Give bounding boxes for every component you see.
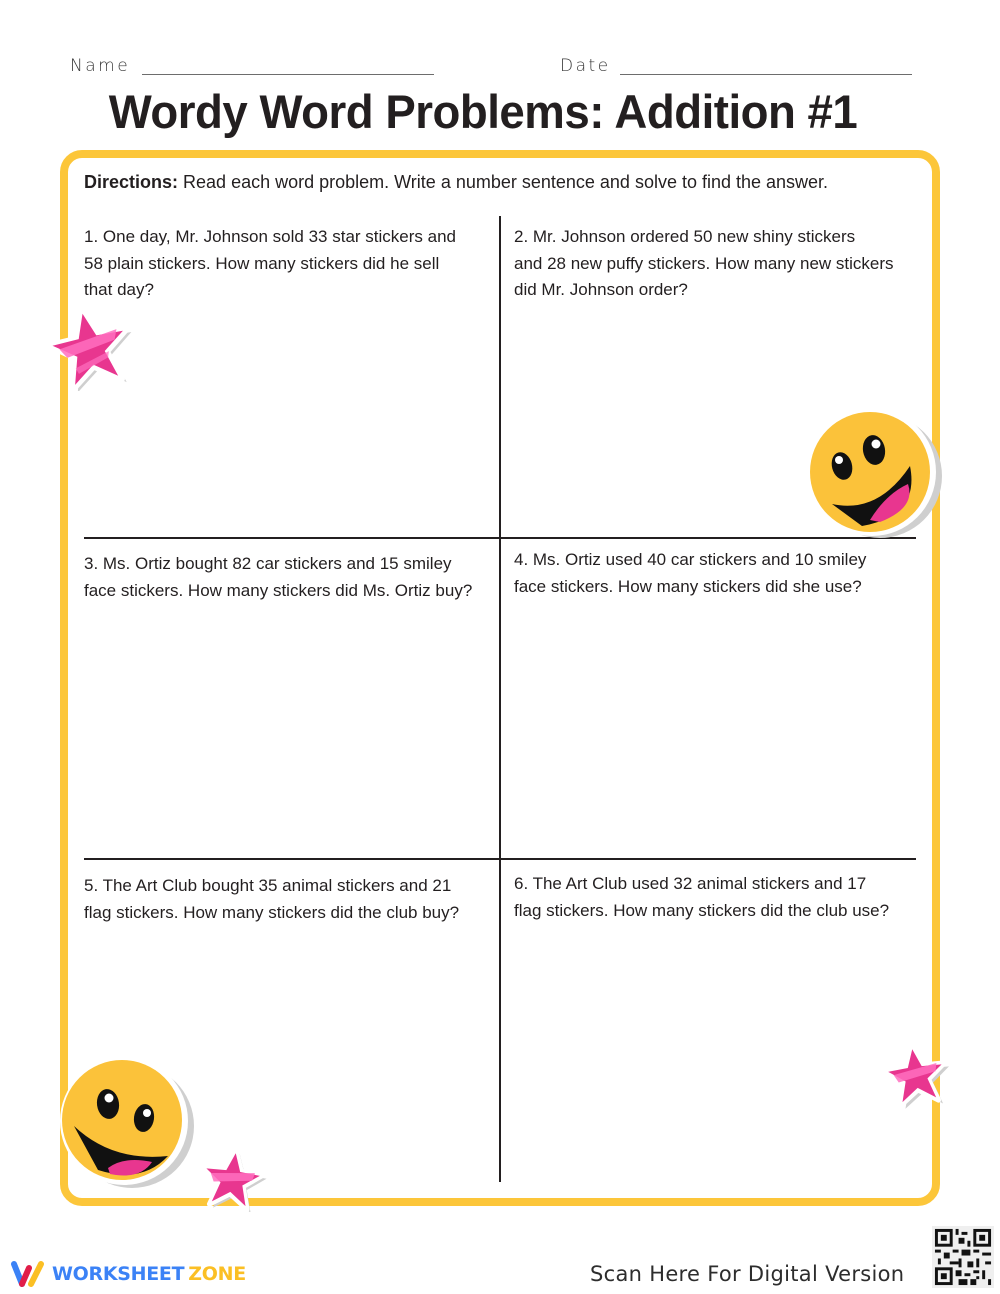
problem-5 — [84, 873, 499, 926]
directions-label: Directions: — [84, 172, 179, 192]
date-line — [620, 74, 912, 75]
name-label: Name — [70, 56, 131, 76]
scan-here-text: Scan Here For Digital Version — [590, 1262, 905, 1286]
name-date-row — [70, 56, 912, 80]
problem-line: 1. One day, Mr. Johnson sold 33 star stickers and — [84, 227, 456, 246]
directions-text: Read each word problem. Write a number sentence and solve to find the answer. — [178, 172, 829, 192]
problem-4 — [514, 547, 919, 600]
star-sticker-icon — [44, 305, 132, 391]
directions — [84, 172, 828, 193]
grid-vertical-divider — [499, 216, 501, 1182]
smiley-sticker-icon — [800, 408, 950, 540]
problem-3 — [84, 551, 499, 604]
problem-line: flag stickers. How many stickers did the club use? — [514, 900, 890, 920]
smiley-sticker-icon — [52, 1058, 202, 1188]
name-line — [142, 74, 434, 75]
problem-line: face stickers. How many stickers did Ms. Ortiz buy? — [84, 580, 473, 600]
problem-1 — [84, 224, 489, 304]
problem-line: did Mr. Johnson order? — [514, 280, 688, 299]
worksheet-title: Wordy Word Problems: Addition #1 — [108, 85, 858, 138]
problem-2 — [514, 224, 934, 304]
brand-name — [52, 1263, 246, 1285]
problem-line: and 28 new puffy stickers. How many new stickers — [514, 253, 894, 273]
problem-line: face stickers. How many stickers did she use? — [514, 576, 862, 596]
problem-line: that day? — [84, 280, 154, 299]
worksheetzone-logo[interactable] — [10, 1258, 246, 1290]
problem-line: flag stickers. How many stickers did the club buy? — [84, 902, 460, 922]
problem-line: 58 plain stickers. How many stickers did he sell — [84, 253, 440, 273]
problem-line: 4. Ms. Ortiz used 40 car stickers and 10 smiley — [514, 550, 867, 569]
grid-horizontal-divider-1 — [84, 537, 916, 539]
problem-line: 2. Mr. Johnson ordered 50 new shiny stickers — [514, 227, 856, 246]
problem-line: 3. Ms. Ortiz bought 82 car stickers and 15 smiley — [84, 554, 452, 573]
brand-name-part2: ZONE — [188, 1263, 246, 1285]
problem-line: 6. The Art Club used 32 animal stickers and 17 — [514, 874, 867, 893]
star-sticker-icon — [880, 1040, 956, 1114]
grid-horizontal-divider-2 — [84, 858, 916, 860]
date-label: Date — [560, 56, 611, 76]
brand-name-part1: WORKSHEET — [52, 1263, 185, 1285]
qr-code-icon[interactable] — [932, 1226, 994, 1288]
problem-6 — [514, 871, 929, 924]
problem-line: 5. The Art Club bought 35 animal stickers and 21 — [84, 876, 452, 895]
star-sticker-icon — [196, 1146, 268, 1212]
worksheetzone-logo-icon — [10, 1260, 46, 1288]
